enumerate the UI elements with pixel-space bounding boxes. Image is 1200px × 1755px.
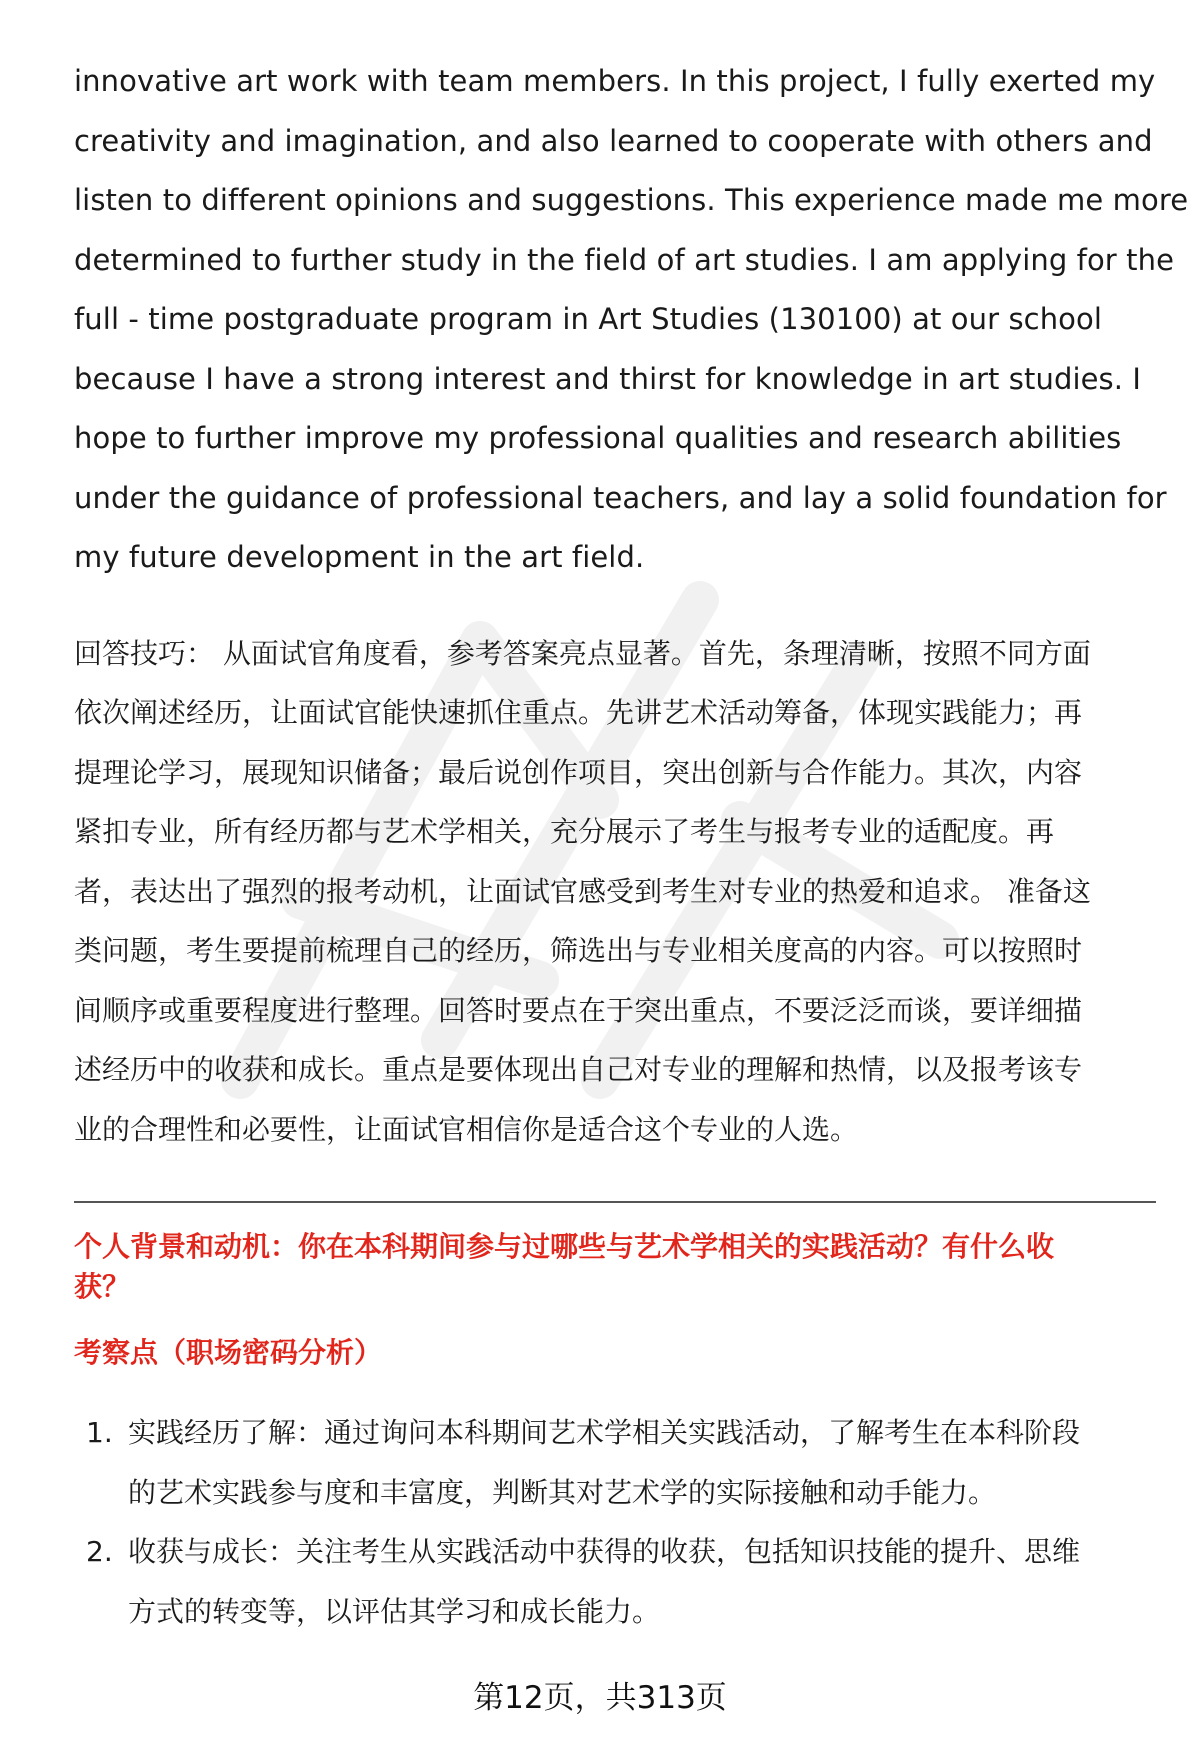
answer-line: under the guidance of professional teachers, and lay a solid foundation for — [74, 480, 1167, 515]
page-number-footer: 第12页，共313页 — [473, 1680, 727, 1716]
reference-answer-english — [74, 52, 1189, 588]
tips-line: 述经历中的收获和成长。重点是要体现出自己对专业的理解和热情，以及报考该专 — [74, 1053, 1083, 1086]
answer-line: listen to different opinions and suggestions. This experience made me more — [74, 183, 1189, 217]
question-line: 获？ — [74, 1270, 131, 1303]
list-item-line: 收获与成长：关注考生从实践活动中获得的收获，包括知识技能的提升、思维 — [128, 1535, 1081, 1568]
list-item-number: 2. — [86, 1535, 113, 1568]
list-item — [74, 1522, 1156, 1641]
list-item — [74, 1403, 1156, 1522]
answer-line: full - time postgraduate program in Art Studies (130100) at our school — [74, 302, 1103, 336]
list-item-line: 方式的转变等，以评估其学习和成长能力。 — [128, 1594, 661, 1628]
tips-line: 类问题，考生要提前梳理自己的经历，筛选出与专业相关度高的内容。可以按照时 — [74, 934, 1083, 967]
answer-line: innovative art work with team members. In this project, I fully exerted my — [74, 64, 1156, 98]
section-divider — [74, 1201, 1156, 1203]
list-item-line: 的艺术实践参与度和丰富度，判断其对艺术学的实际接触和动手能力。 — [128, 1475, 997, 1509]
tips-line: 紧扣专业，所有经历都与艺术学相关，充分展示了考生与报考专业的适配度。再 — [74, 815, 1055, 848]
tips-line: 者，表达出了强烈的报考动机，让面试官感受到考生对专业的热爱和追求。 准备这 — [74, 874, 1091, 908]
answer-line: creativity and imagination, and also learned to cooperate with others and — [74, 123, 1153, 158]
assessment-points-list — [74, 1403, 1156, 1641]
answer-line: determined to further study in the field of art studies. I am applying for the — [74, 242, 1175, 277]
tips-line: 依次阐述经历，让面试官能快速抓住重点。先讲艺术活动筹备，体现实践能力；再 — [74, 696, 1083, 729]
answer-line: because I have a strong interest and thirst for knowledge in art studies. I — [74, 361, 1142, 396]
list-item-line: 实践经历了解：通过询问本科期间艺术学相关实践活动，了解考生在本科阶段 — [128, 1416, 1081, 1449]
assessment-points-heading: 考察点（职场密码分析） — [74, 1336, 383, 1369]
list-item-number: 1. — [86, 1416, 113, 1449]
answer-tips — [74, 624, 1156, 1160]
answer-line: my future development in the art field. — [74, 540, 645, 574]
answer-line: hope to further improve my professional qualities and research abilities — [74, 421, 1122, 455]
tips-line: 间顺序或重要程度进行整理。回答时要点在于突出重点，不要泛泛而谈，要详细描 — [74, 993, 1083, 1027]
document-page — [74, 52, 1189, 1641]
tips-line: 回答技巧： 从面试官角度看，参考答案亮点显著。首先，条理清晰，按照不同方面 — [74, 636, 1091, 670]
tips-line: 提理论学习，展现知识储备；最后说创作项目，突出创新与合作能力。其次，内容 — [74, 755, 1083, 789]
question-line: 个人背景和动机：你在本科期间参与过哪些与艺术学相关的实践活动？有什么收 — [74, 1230, 1055, 1263]
tips-line: 业的合理性和必要性，让面试官相信你是适合这个专业的人选。 — [74, 1112, 859, 1146]
interview-question — [74, 1227, 1156, 1307]
